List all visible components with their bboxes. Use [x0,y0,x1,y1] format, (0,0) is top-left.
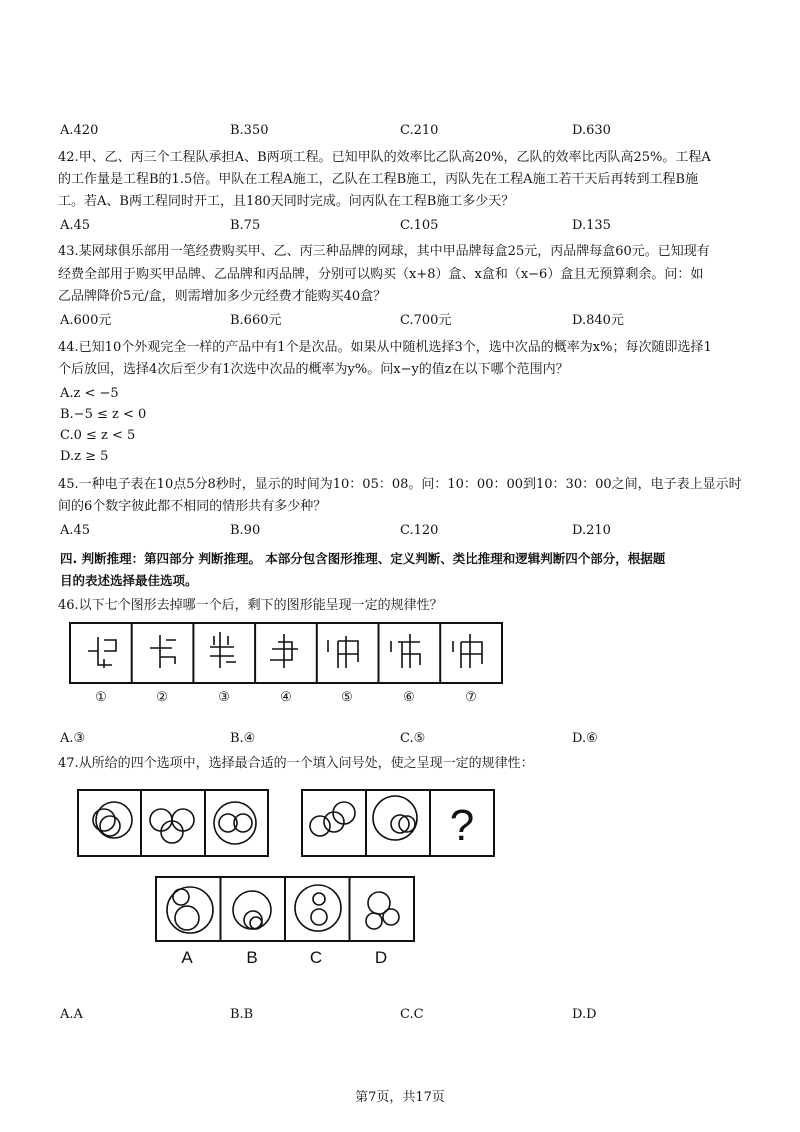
question-text: 乙品牌降价5元/盒，则需增加多少元经费才能购买40盒？ [58,289,387,304]
question-text: 个后放回，选择4次后至少有1次选中次品的概率为y%。问x−y的值z在以下哪个范围内？ [58,362,569,377]
option-d: D.210 [572,523,611,538]
option-b: B.−5 ≤ z < 0 [60,407,147,422]
option-b: B.75 [230,218,261,233]
question-text: 44.已知10个外观完全一样的产品中有1个是次品。如果从中随机选择3个，选中次品的概率为x%；每次随即选择1 [58,340,712,355]
option-c: C.C [400,1007,424,1022]
option-b: B.350 [230,123,269,138]
figure-label: ① [95,690,107,705]
option-a: A.z < −5 [60,386,119,401]
answer-label: C [309,948,323,967]
option-c: C.120 [400,523,439,538]
option-d: D.135 [572,218,611,233]
option-d: D.z ≥ 5 [60,449,109,464]
question-text: 42.甲、乙、丙三个工程队承担A、B两项工程。已知甲队的效率比乙队高20%，乙队的效率比丙队高25%。工程A [58,150,711,165]
option-a: A.A [60,1007,83,1022]
figure-label: ③ [218,690,230,705]
option-b: B.④ [230,731,256,746]
section-heading-line: 目的表述选择最佳选项。 [60,573,198,588]
question-text: 43.某网球俱乐部用一笔经费购买甲、乙、丙三种品牌的网球，其中甲品牌每盒25元，丙品牌每盒60元。已知现有 [58,244,710,259]
figure-label: ② [156,690,168,705]
figure-label: ⑦ [465,690,477,705]
option-d: D.D [572,1007,597,1022]
question-text: 47.从所给的四个选项中，选择最合适的一个填入问号处，使之呈现一定的规律性： [58,756,534,771]
question-text: 45.一种电子表在10点5分8秒时，显示的时间为10：05：08。问：10：00：00到10：30：00之间，电子表上显示时 [58,477,742,492]
option-c: C.105 [400,218,439,233]
figure-sequence-47 [0,785,800,865]
question-text: 的工作量是工程B的1.5倍。甲队在工程A施工，乙队在工程B施工，丙队先在工程A施工若干天后再转到工程B施 [58,172,699,187]
option-d: D.630 [572,123,611,138]
option-c: C.⑤ [400,731,426,746]
figure-label: ⑥ [403,690,415,705]
question-text: 间的6个数字彼此都不相同的情形共有多少种？ [58,499,327,514]
option-a: A.600元 [60,313,112,328]
option-a: A.45 [60,523,91,538]
answer-label: B [246,948,258,967]
option-a: A.③ [60,731,86,746]
question-text: 工。若A、B两工程同时开工，且180天同时完成。问丙队在工程B施工多少天？ [58,194,515,209]
question-text: 46.以下七个图形去掉哪一个后，剩下的图形能呈现一定的规律性？ [58,598,443,613]
page-footer: 第7页，共17页 [355,1090,445,1105]
option-c: C.210 [400,123,439,138]
option-d: D.840元 [572,313,624,328]
question-text: 经费全部用于购买甲品牌、乙品牌和丙品牌，分别可以购买（x+8）盒、x盒和（x−6）盒且无预算剩余。问：如 [58,267,704,282]
figure-label: ⑤ [341,690,353,705]
option-c: C.0 ≤ z < 5 [60,428,136,443]
answer-choices-47 [0,872,800,952]
option-c: C.700元 [400,313,452,328]
option-b: B.B [230,1007,254,1022]
option-d: D.⑥ [572,731,598,746]
figure-row-46 [0,620,800,700]
answer-label: A [181,948,193,967]
option-b: B.90 [230,523,261,538]
question-mark: ? [449,801,475,850]
answer-label: D [374,948,388,967]
option-b: B.660元 [230,313,282,328]
section-heading-line: 四. 判断推理：第四部分 判断推理。 本部分包含图形推理、定义判断、类比推理和逻辑判断四个部分，根据题 [60,551,666,566]
figure-label: ④ [280,690,292,705]
option-a: A.420 [60,123,99,138]
option-a: A.45 [60,218,91,233]
